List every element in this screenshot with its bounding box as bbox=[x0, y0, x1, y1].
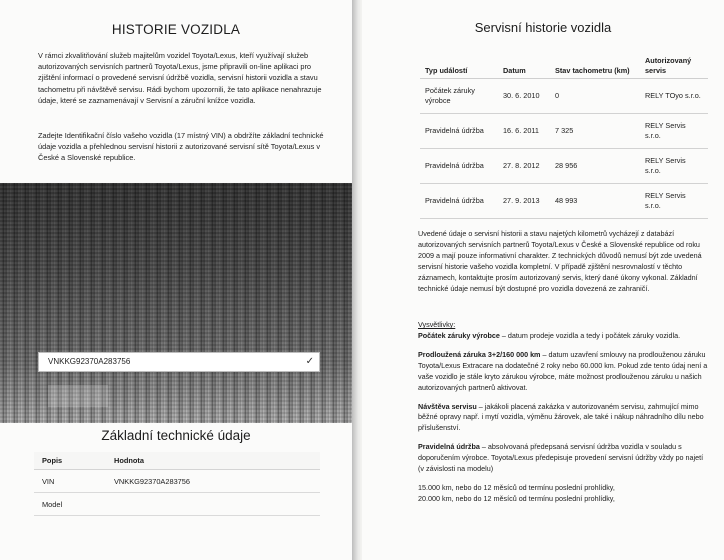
column-header: Autorizovaný servis bbox=[640, 44, 708, 79]
service-history-title: Servisní historie vozidla bbox=[474, 20, 612, 35]
table-cell: 30. 6. 2010 bbox=[498, 79, 550, 114]
scanned-form-area bbox=[0, 183, 352, 423]
definition-item bbox=[418, 331, 710, 342]
table-header-row bbox=[34, 452, 320, 470]
vin-instructions: Zadejte Identifikační číslo vašeho vozidla (17 místný VIN) a obdržíte základní technické údaje vozidla a přehlednou servisní historii z autorizované servisní sítě Toyota/Lexus v České a Slovenské republice. bbox=[38, 131, 324, 163]
table-row bbox=[420, 79, 708, 114]
table-header-row bbox=[420, 44, 708, 79]
table-cell bbox=[106, 493, 320, 516]
definition-text: – jakákoli placená zakázka v autorizovaném servisu, zahrnující mimo běžné opravy např. i mytí vozidla, výměnu žárovek, ale také i nákup náhradního dílu nebo příslušenství. bbox=[418, 401, 704, 433]
table-cell: RELY Servis s.r.o. bbox=[640, 149, 708, 184]
table-row bbox=[420, 184, 708, 219]
definition-item bbox=[418, 442, 710, 475]
definition-item bbox=[418, 350, 710, 394]
definition-term: Počátek záruky výrobce bbox=[418, 331, 500, 340]
table-cell: RELY TOyo s.r.o. bbox=[640, 79, 708, 114]
table-cell: 0 bbox=[550, 79, 640, 114]
table-cell: Počátek záruky výrobce bbox=[420, 79, 498, 114]
column-header: Datum bbox=[498, 44, 550, 79]
left-page bbox=[0, 0, 352, 560]
definition-term: Pravidelná údržba bbox=[418, 442, 480, 452]
table-cell: RELY Servis s.r.o. bbox=[640, 114, 708, 149]
table-cell: Pravidelná údržba bbox=[420, 184, 498, 219]
table-cell: 27. 9. 2013 bbox=[498, 184, 550, 219]
right-page bbox=[362, 0, 724, 560]
definition-text: – absolvovaná předepsaná servisní údržba vozidla v souladu s doporučením výrobce. Toyota/Lexus předepisuje provedení servisní údržby vždy po najetí (v závislosti na modelu) bbox=[418, 442, 704, 474]
table-cell: 28 956 bbox=[550, 149, 640, 184]
table-row bbox=[420, 114, 708, 149]
km-interval-line: 15.000 km, nebo do 12 měsíců od termínu poslední prohlídky, bbox=[418, 482, 615, 492]
table-cell: 27. 8. 2012 bbox=[498, 149, 550, 184]
definition-term: Prodloužená záruka 3+2/160 000 km bbox=[418, 349, 541, 359]
definition-term: Návštěva servisu bbox=[418, 401, 477, 411]
section-title: Základní technické údaje bbox=[101, 428, 251, 443]
table-cell: Pravidelná údržba bbox=[420, 114, 498, 149]
page-gutter bbox=[352, 0, 362, 560]
submit-button[interactable] bbox=[48, 385, 108, 407]
technical-data-table bbox=[34, 452, 320, 516]
column-header: Typ událostí bbox=[420, 44, 498, 79]
vin-input-value: VNKKG92370A283756 bbox=[48, 357, 131, 366]
table-cell: 48 993 bbox=[550, 184, 640, 219]
page-title: HISTORIE VOZIDLA bbox=[111, 22, 241, 37]
checkmark-icon: ✓ bbox=[305, 356, 314, 367]
disclaimer-paragraph: Uvedené údaje o servisní historii a stavu najetých kilometrů vycházejí z databází autorizovaných servisních partnerů Toyota/Lexus v České a Slovenské republice od roku 2009 a mají pouze informativní charakter. Z technických důvodů nemusí být zde uvedená servisní historie vašeho vozidla kompletní. V případě zjištění nesrovnalostí v těchto záznamech, kontaktujte prosím autorizovaný servis, který dané úkony vykonal. Základní technické údaje nemusí být dostupné pro vozidla dovezená ze zahraničí. bbox=[418, 229, 702, 293]
table-cell: VIN bbox=[34, 470, 106, 493]
legend-title: Vysvětlivky: bbox=[418, 320, 456, 329]
table-cell: Model bbox=[34, 493, 106, 516]
column-header: Stav tachometru (km) bbox=[550, 44, 640, 79]
table-cell: 16. 6. 2011 bbox=[498, 114, 550, 149]
table-cell: VNKKG92370A283756 bbox=[106, 470, 320, 493]
definition-item bbox=[418, 402, 710, 435]
definitions-list bbox=[418, 331, 710, 505]
vin-input[interactable] bbox=[38, 352, 320, 372]
km-interval-line: 20.000 km, nebo do 12 měsíců od termínu poslední prohlídky, bbox=[418, 493, 615, 503]
table-cell: Pravidelná údržba bbox=[420, 149, 498, 184]
definition-text: – datum uzavření smlouvy na prodlouženou záruku Toyota/Lexus Extracare na dodatečné 2 roky nebo 60.000 km. Pokud zde tento údaj není a vaše vozidlo je stále kryto zárukou výrobce, máte možnost prodlouženou záruku u našich autorizovaných partnerů aktivovat. bbox=[418, 349, 708, 392]
intro-paragraph: V rámci zkvalitňování služeb majitelům vozidel Toyota/Lexus, kteří využívají služeb autorizovaných servisních partnerů Toyota/Lexus, jsme připravili on-line aplikaci pro zjištění informací o provedené servisní údržbě vozidla, servisní historii vozidla a stavu tachometru při návštěvě servisu. Rádi bychom upozornili, že tato aplikace nenahrazuje údaje, které se zaznamenávají v Servisní a záruční knížce vozidla. bbox=[38, 51, 322, 105]
table-row bbox=[34, 493, 320, 516]
column-header: Popis bbox=[34, 452, 106, 470]
table-cell: 7 325 bbox=[550, 114, 640, 149]
table-row bbox=[34, 470, 320, 493]
table-cell: RELY Servis s.r.o. bbox=[640, 184, 708, 219]
column-header: Hodnota bbox=[106, 452, 320, 470]
service-history-table bbox=[420, 44, 708, 219]
table-row bbox=[420, 149, 708, 184]
definition-text: – datum prodeje vozidla a tedy i počátek záruky vozidla. bbox=[499, 331, 681, 340]
